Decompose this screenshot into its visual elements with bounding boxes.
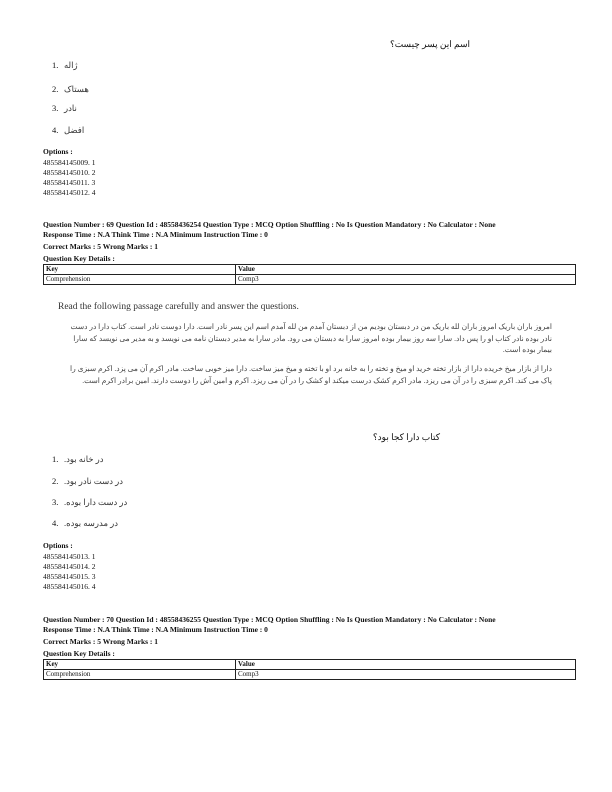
choice-item: 3. نادر — [52, 103, 77, 113]
key-value-table — [43, 264, 576, 285]
choice-item: 4. افضل — [52, 125, 85, 135]
choice-item: 1. ژاله — [52, 60, 78, 70]
choice-item: 2. هستاک — [52, 84, 89, 94]
question-header — [43, 615, 496, 659]
marks-line: Correct Marks : 5 Wrong Marks : 1 — [43, 242, 159, 251]
key-value-table — [43, 659, 576, 680]
question-text-block1: اسم این پسر چیست؟ — [389, 39, 470, 49]
question-meta-line2: Response Time : N.A Think Time : N.A Minimum Instruction Time : 0 — [43, 625, 268, 634]
option-id: 485584145014. 2 — [43, 562, 96, 571]
key-details-label: Question Key Details : — [43, 649, 115, 658]
passage-paragraph-2: دارا از بازار میخ خریده دارا از بازار تخته خرید او میخ و تخته را به خانه برد او با تخته و میخ میز ساخت. دارا میز خوبی ساخت. مادر اکرم آن می پزد. اکرم سبزی را پاک می کند. اکرم سبزی را در آن می ریزد. مادر اکرم کشک درست میکند او کشک را در آن می ریزد. اکرم و امین آش را دوست دارند. امین برادر اکرم است. — [70, 364, 552, 385]
passage-title: Read the following passage carefully and answer the questions. — [58, 302, 299, 312]
table-cell-value: Comp3 — [236, 670, 576, 680]
table-header-value: Value — [236, 660, 576, 670]
table-header-key: Key — [44, 265, 236, 275]
choice-item: 2. در دست نادر بود. — [52, 476, 124, 486]
choice-item: 3. در دست دارا بوده. — [52, 497, 128, 507]
table-header-value: Value — [236, 265, 576, 275]
choice-item: 4. در مدرسه بوده. — [52, 518, 119, 528]
option-id: 485584145016. 4 — [43, 582, 96, 591]
question-text-69: کتاب دارا کجا بود؟ — [372, 432, 440, 442]
passage-paragraph-1: امروز باران باریک امروز باران لله باریک من در دبستان بودیم من از دبستان آمدم من لله آمدم اسم این پسر نادر است. دارا دوست نادر است. کتاب دارا در دست نادر بوده نادر کتاب او را پس داد. سارا سه روز بیمار بوده امروز سارا به دبستان می رود. مادر سارا به مدیر دبستان نامه می نویسد و به مدیر می نویسد که سارا بیمار بوده است. — [70, 322, 552, 354]
table-cell-value: Comp3 — [236, 275, 576, 285]
option-id: 485584145013. 1 — [43, 552, 96, 561]
option-id: 485584145012. 4 — [43, 188, 96, 197]
options-label: Options : — [43, 147, 73, 156]
question-meta-line1: Question Number : 70 Question Id : 48558436255 Question Type : MCQ Option Shuffling : No Is Question Mandatory : No Calculator : None — [43, 615, 496, 624]
question-meta-line2: Response Time : N.A Think Time : N.A Minimum Instruction Time : 0 — [43, 230, 268, 239]
options-list — [43, 552, 96, 592]
table-cell-key: Comprehension — [44, 275, 236, 285]
question-meta-line1: Question Number : 69 Question Id : 48558436254 Question Type : MCQ Option Shuffling : No Is Question Mandatory : No Calculator : None — [43, 220, 496, 229]
marks-line: Correct Marks : 5 Wrong Marks : 1 — [43, 637, 159, 646]
option-id: 485584145009. 1 — [43, 158, 96, 167]
option-id: 485584145015. 3 — [43, 572, 96, 581]
table-header-key: Key — [44, 660, 236, 670]
option-id: 485584145010. 2 — [43, 168, 96, 177]
key-details-label: Question Key Details : — [43, 254, 115, 263]
options-label: Options : — [43, 541, 73, 550]
question-header — [43, 220, 496, 264]
table-cell-key: Comprehension — [44, 670, 236, 680]
option-id: 485584145011. 3 — [43, 178, 96, 187]
options-list — [43, 158, 96, 198]
choice-item: 1. در خانه بود. — [52, 454, 104, 464]
